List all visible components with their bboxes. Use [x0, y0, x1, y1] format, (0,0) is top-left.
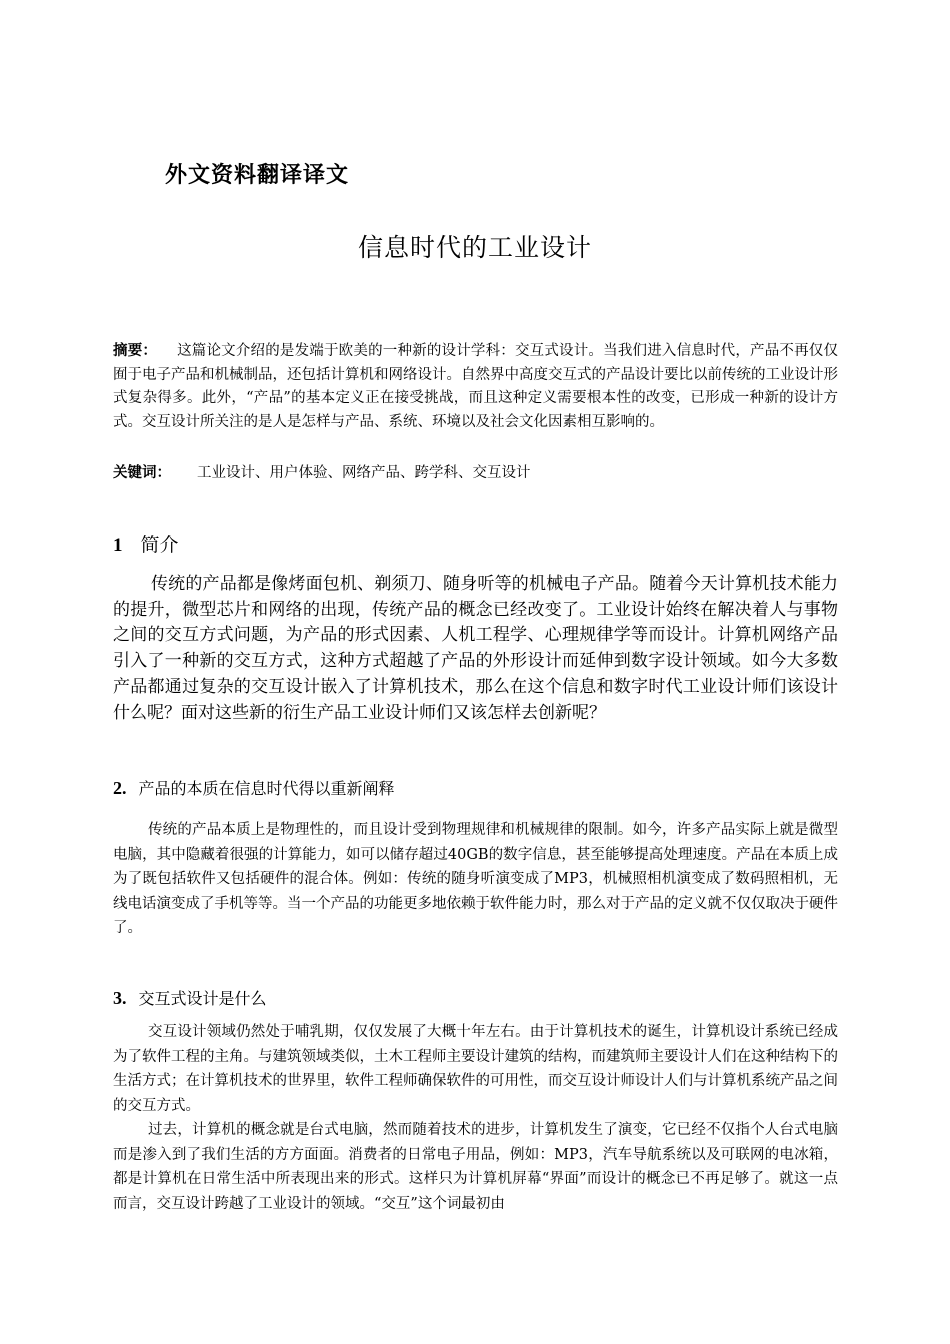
- abstract-label: 摘要：: [113, 343, 158, 359]
- section-3-heading: [113, 986, 267, 1009]
- section-3-paragraph-1: 交互设计领域仍然处于哺乳期，仅仅发展了大概十年左右。由于计算机技术的诞生，计算机设计系统已经成为了软件工程的主角。与建筑领域类似，土木工程师主要设计建筑的结构，而建筑师主要设计人们在这种结构下的生活方式；在计算机技术的世界里，软件工程师确保软件的可用性，而交互设计师设计人们与计算机系统产品之间的交互方式。: [113, 1024, 838, 1114]
- section-number: 1: [113, 535, 123, 556]
- section-number: 3.: [113, 988, 127, 1008]
- keywords-block: [113, 462, 838, 486]
- abstract-text: 这篇论文介绍的是发端于欧美的一种新的设计学科：交互式设计。当我们进入信息时代，产品不再仅仅囿于电子产品和机械制品，还包括计算机和网络设计。自然界中高度交互式的产品设计要比以前传统的工业设计形式复杂得多。此外，“产品”的基本定义正在接受挑战，而且这种定义需要根本性的改变，已形成一种新的设计方式。交互设计所关注的是人是怎样与产品、系统、环境以及社会文化因素相互影响的。: [113, 343, 838, 430]
- document-header-title: 外文资料翻译译文: [165, 163, 350, 188]
- section-2-heading: [113, 776, 395, 799]
- keywords-text: 工业设计、用户体验、网络产品、跨学科、交互设计: [197, 465, 531, 481]
- section-1-heading: [113, 530, 179, 557]
- paper-title: 信息时代的工业设计: [357, 233, 592, 262]
- section-title: 简介: [140, 534, 179, 556]
- keywords-label: 关键词：: [113, 465, 171, 481]
- section-2-paragraph: 传统的产品本质上是物理性的，而且设计受到物理规律和机械规律的限制。如今，许多产品实际上就是微型电脑，其中隐藏着很强的计算能力，如可以储存超过40GB的数字信息，甚至能够提高处理速度。产品在本质上成为了既包括软件又包括硬件的混合体。例如：传统的随身听演变成了MP3，机械照相机演变成了数码照相机，无线电话演变成了手机等等。当一个产品的功能更多地依赖于软件能力时，那么对于产品的定义就不仅仅取决于硬件了。: [113, 822, 838, 936]
- section-title: 交互式设计是什么: [138, 989, 267, 1008]
- section-3-paragraph-2: 过去，计算机的概念就是台式电脑，然而随着技术的进步，计算机发生了演变，它已经不仅指个人台式电脑而是渗入到了我们生活的方方面面。消费者的日常电子用品，例如：MP3，汽车导航系统以及可联网的电冰箱，都是计算机在日常生活中所表现出来的形式。这样只为计算机屏幕“界面”而设计的概念已不再足够了。就这一点而言，交互设计跨越了工业设计的领域。“交互”这个词最初由: [113, 1122, 838, 1212]
- abstract-block: [113, 340, 838, 434]
- section-1-paragraph: 传统的产品都是像烤面包机、剃须刀、随身听等的机械电子产品。随着今天计算机技术能力的提升，微型芯片和网络的出现，传统产品的概念已经改变了。工业设计始终在解决着人与事物之间的交互方式问题，为产品的形式因素、人机工程学、心理规律学等而设计。计算机网络产品引入了一种新的交互方式，这种方式超越了产品的外形设计而延伸到数字设计领域。如今大多数产品都通过复杂的交互设计嵌入了计算机技术，那么在这个信息和数字时代工业设计师们该设计什么呢？面对这些新的衍生产品工业设计师们又该怎样去创新呢？: [113, 574, 838, 723]
- section-title: 产品的本质在信息时代得以重新阐释: [138, 779, 395, 798]
- section-number: 2.: [113, 778, 127, 798]
